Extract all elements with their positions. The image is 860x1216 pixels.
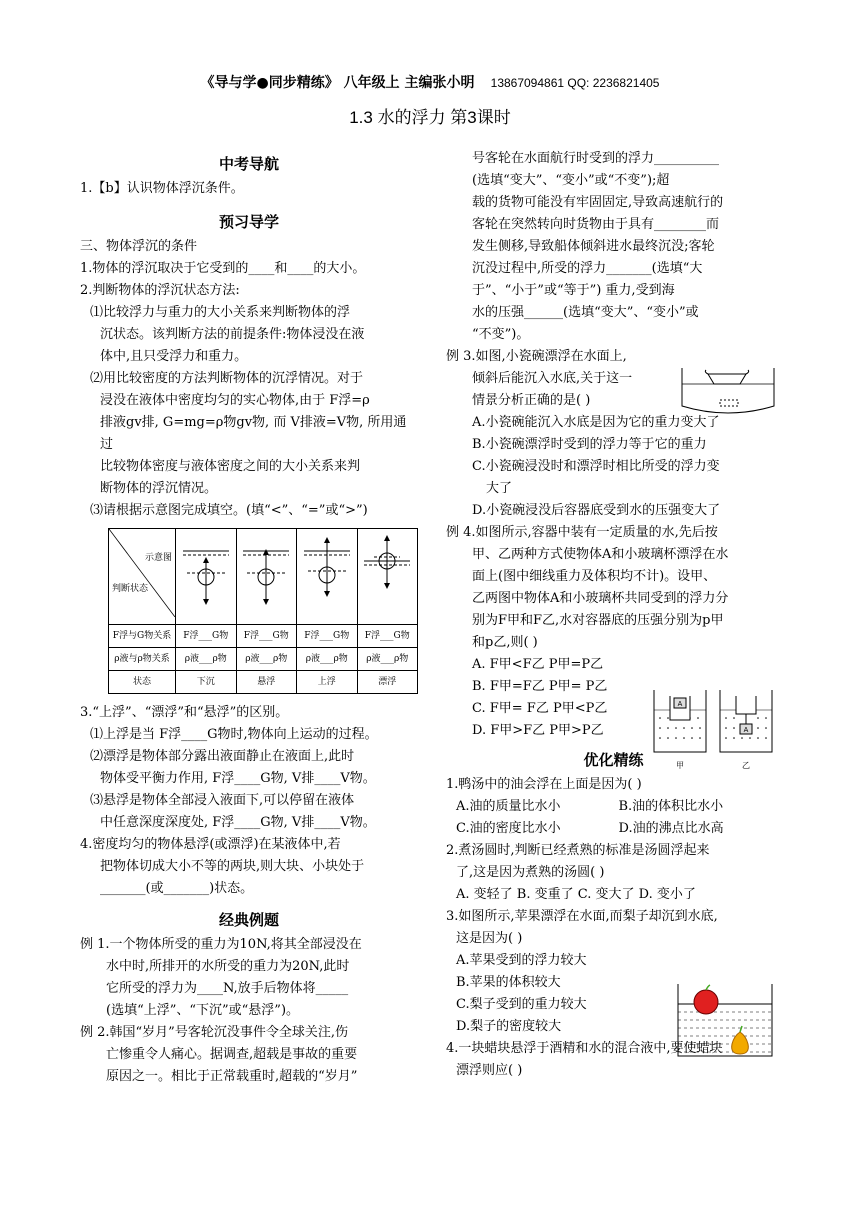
text-line: 比较物体密度与液体密度之间的大小关系来判 (100, 459, 361, 474)
text-line: 体中,且只受浮力和重力。 (100, 349, 248, 364)
option: B. F甲=F乙 P甲= P乙 (472, 679, 608, 694)
figure-label-jia: 甲 (676, 761, 684, 770)
text-line: 4.密度均匀的物体悬浮(或漂浮)在某液体中,若 (80, 837, 341, 852)
text-line: 情景分析正确的是( ) (472, 393, 591, 408)
row-label: F浮与G物关系 (109, 625, 176, 648)
sink-diagram-icon (177, 529, 235, 615)
table-cell: ρ液___ρ物 (236, 648, 297, 671)
text-line: 1.【b】认识物体浮沉条件。 (80, 181, 244, 196)
state-cell: 下沉 (176, 671, 237, 694)
text-line: 亡惨重令人痛心。据调查,超载是事故的重要 (106, 1047, 358, 1062)
section-heading: 优化精练 (583, 752, 644, 769)
figure-label-a: A (743, 727, 749, 734)
header-contact: 13867094861 QQ: 2236821405 (490, 76, 660, 90)
row-label: ρ液与ρ物关系 (109, 648, 176, 671)
apple-pear-figure (676, 982, 774, 1058)
text-line: (选填“变大”、“变小”或“不变”);超 (472, 173, 670, 188)
table-cell: F浮___G物 (297, 625, 358, 648)
text-line: 它所受的浮力为____N,放手后物体将_____ (106, 981, 349, 996)
text-line: 了,这是因为煮熟的汤圆( ) (456, 865, 605, 880)
figure-label-yi: 乙 (742, 761, 750, 770)
diagram-suspend (236, 529, 297, 625)
text-line: 甲、乙两种方式使物体A和小玻璃杯漂浮在水 (472, 547, 729, 562)
float-diagram-icon (358, 529, 416, 615)
section-heading: 预习导学 (218, 214, 279, 231)
diagram-float (357, 529, 418, 625)
option: C.梨子受到的重力较大 (456, 997, 587, 1012)
text-line: 2.煮汤圆时,判断已经煮熟的标准是汤圆浮起来 (446, 843, 710, 858)
text-line: 例 1.一个物体所受的重力为10N,将其全部浸没在 (80, 937, 362, 952)
text-line: 浸没在液体中密度均匀的实心物体,由于 F浮=ρ (100, 393, 370, 408)
text-line: 载的货物可能没有牢固固定,导致高速航行的 (472, 195, 724, 210)
option: B.小瓷碗漂浮时受到的浮力等于它的重力 (472, 437, 707, 452)
text-line: 例 3.如图,小瓷碗漂浮在水面上, (446, 349, 627, 364)
pear-icon (732, 1032, 749, 1054)
state-cell: 上浮 (297, 671, 358, 694)
right-column (446, 148, 781, 1082)
table-corner-header (109, 529, 176, 625)
text-line: 中任意深度深度处, F浮____G物, V排____V物。 (100, 815, 376, 830)
page-header (0, 72, 860, 92)
options-row (446, 818, 781, 840)
row-label: 状态 (109, 671, 176, 694)
text-line: 这是因为( ) (456, 931, 523, 946)
text-line: ⑶悬浮是物体全部浸入液面下,可以停留在液体 (90, 793, 355, 808)
text-line: “不变”)。 (472, 327, 530, 342)
option: C.小瓷碗浸没时和漂浮时相比所受的浮力变 (472, 459, 720, 474)
figure-label-a: A (677, 701, 683, 708)
text-line: 漂浮则应( ) (456, 1063, 523, 1078)
option: A.苹果受到的浮力较大 (456, 953, 587, 968)
option: B.油的体积比水小 (618, 799, 724, 814)
option: D.油的沸点比水高 (618, 821, 724, 836)
text-line: _______(或_______)状态。 (100, 881, 254, 896)
table-cell: F浮___G物 (176, 625, 237, 648)
text-line: 1.物体的浮沉取决于它受到的____和____的大小。 (80, 261, 366, 276)
text-line: 三、物体浮沉的条件 (80, 239, 198, 254)
table-cell: F浮___G物 (357, 625, 418, 648)
text-line: 乙两图中物体A和小玻璃杯共同受到的浮力分 (472, 591, 729, 606)
text-line: 别为F甲和F乙,水对容器底的压强分别为p甲 (472, 613, 724, 628)
text-line: 倾斜后能沉入水底,关于这一 (472, 371, 633, 386)
text-line: 例 4.如图所示,容器中装有一定质量的水,先后按 (446, 525, 718, 540)
bowl-floating-figure (680, 366, 776, 416)
option: A. F甲<F乙 P甲=P乙 (472, 657, 604, 672)
apple-icon (694, 990, 718, 1014)
text-line: 沉状态。该判断方法的前提条件:物体浸没在液 (100, 327, 365, 342)
header-top-label: 示意图 (144, 553, 172, 563)
diagram-rise (297, 529, 358, 625)
option: A.小瓷碗能沉入水底是因为它的重力变大了 (472, 415, 720, 430)
text-line: 例 2.韩国“岁月”号客轮沉没事件令全球关注,伤 (80, 1025, 348, 1040)
header-brand: 《导与学●同步精练》 八年级上 主编张小明 (200, 75, 475, 91)
option: D.小瓷碗浸没后容器底受到水的压强变大了 (472, 503, 721, 518)
header-bottom-label: 判断状态 (112, 584, 149, 594)
text-line: 排液gv排, G=mg=ρ物gv物, 而 V排液=V物, 所用通过 (100, 415, 407, 452)
text-line: 原因之一。相比于正常载重时,超载的“岁月” (106, 1069, 358, 1084)
suspend-diagram-icon (237, 529, 295, 615)
text-line: 3.如图所示,苹果漂浮在水面,而梨子却沉到水底, (446, 909, 718, 924)
option: D. F甲>F乙 P甲>P乙 (472, 723, 604, 738)
text-line: 沉没过程中,所受的浮力_______(选填“大 (472, 261, 703, 276)
text-line: 1.鸭汤中的油会浮在上面是因为( ) (446, 777, 642, 792)
option: 大了 (486, 481, 513, 496)
option: C. F甲= F乙 P甲<P乙 (472, 701, 608, 716)
table-cell: F浮___G物 (236, 625, 297, 648)
text-line: 4.一块蜡块悬浮于酒精和水的混合液中,要使蜡块 (446, 1041, 723, 1056)
option: A.油的质量比水小 (456, 799, 561, 814)
text-line: 断物体的浮沉情况。 (100, 481, 218, 496)
text-line: 和p乙,则( ) (472, 635, 538, 650)
float-state-table (108, 528, 418, 694)
text-line: ⑵用比较密度的方法判断物体的沉浮情况。对于 (90, 371, 364, 386)
table-cell: ρ液___ρ物 (176, 648, 237, 671)
text-line: ⑵漂浮是物体部分露出液面静止在液面上,此时 (90, 749, 355, 764)
rise-diagram-icon (298, 529, 356, 615)
text-line: ⑶请根据示意图完成填空。(填“<”、“=”或“>”) (90, 503, 368, 518)
page-title: 1.3 水的浮力 第3课时 (349, 108, 511, 127)
options-row (446, 796, 781, 818)
text-line: 2.判断物体的浮沉状态方法: (80, 283, 240, 298)
text-line: ⑴上浮是当 F浮____G物时,物体向上运动的过程。 (90, 727, 378, 742)
options-row: A. 变轻了 B. 变重了 C. 变大了 D. 变小了 (456, 887, 696, 902)
diagram-sink (176, 529, 237, 625)
text-line: 于”、“小于”或“等于”) 重力,受到海 (472, 283, 675, 298)
text-line: 水的压强______(选填“变大”、“变小”或 (472, 305, 699, 320)
option: C.油的密度比水小 (456, 821, 561, 836)
section-heading: 中考导航 (218, 156, 279, 173)
option: B.苹果的体积较大 (456, 975, 561, 990)
option: D.梨子的密度较大 (456, 1019, 562, 1034)
text-line: 把物体切成大小不等的两块,则大块、小块处于 (100, 859, 365, 874)
text-line: 发生侧移,导致船体倾斜进水最终沉没;客轮 (472, 239, 715, 254)
text-line: ⑴比较浮力与重力的大小关系来判断物体的浮 (90, 305, 351, 320)
text-line: 号客轮在水面航行时受到的浮力__________ (472, 151, 720, 166)
table-cell: ρ液___ρ物 (297, 648, 358, 671)
diagonal-line (109, 529, 175, 617)
text-line: 物体受平衡力作用, F浮____G物, V排____V物。 (100, 771, 376, 786)
state-cell: 悬浮 (236, 671, 297, 694)
containers-jia-yi-figure (650, 686, 780, 772)
left-column (80, 148, 418, 1088)
text-line: 客轮在突然转向时货物由于具有________而 (472, 217, 720, 232)
section-heading: 经典例题 (218, 912, 279, 929)
text-line: 3.“上浮”、“漂浮”和“悬浮”的区别。 (80, 705, 289, 720)
state-cell: 漂浮 (357, 671, 418, 694)
text-line: (选填“上浮”、“下沉”或“悬浮”)。 (106, 1003, 300, 1018)
text-line: 水中时,所排开的水所受的重力为20N,此时 (106, 959, 350, 974)
table-cell: ρ液___ρ物 (357, 648, 418, 671)
text-line: 面上(图中细线重力及体积均不计)。设甲、 (472, 569, 717, 584)
